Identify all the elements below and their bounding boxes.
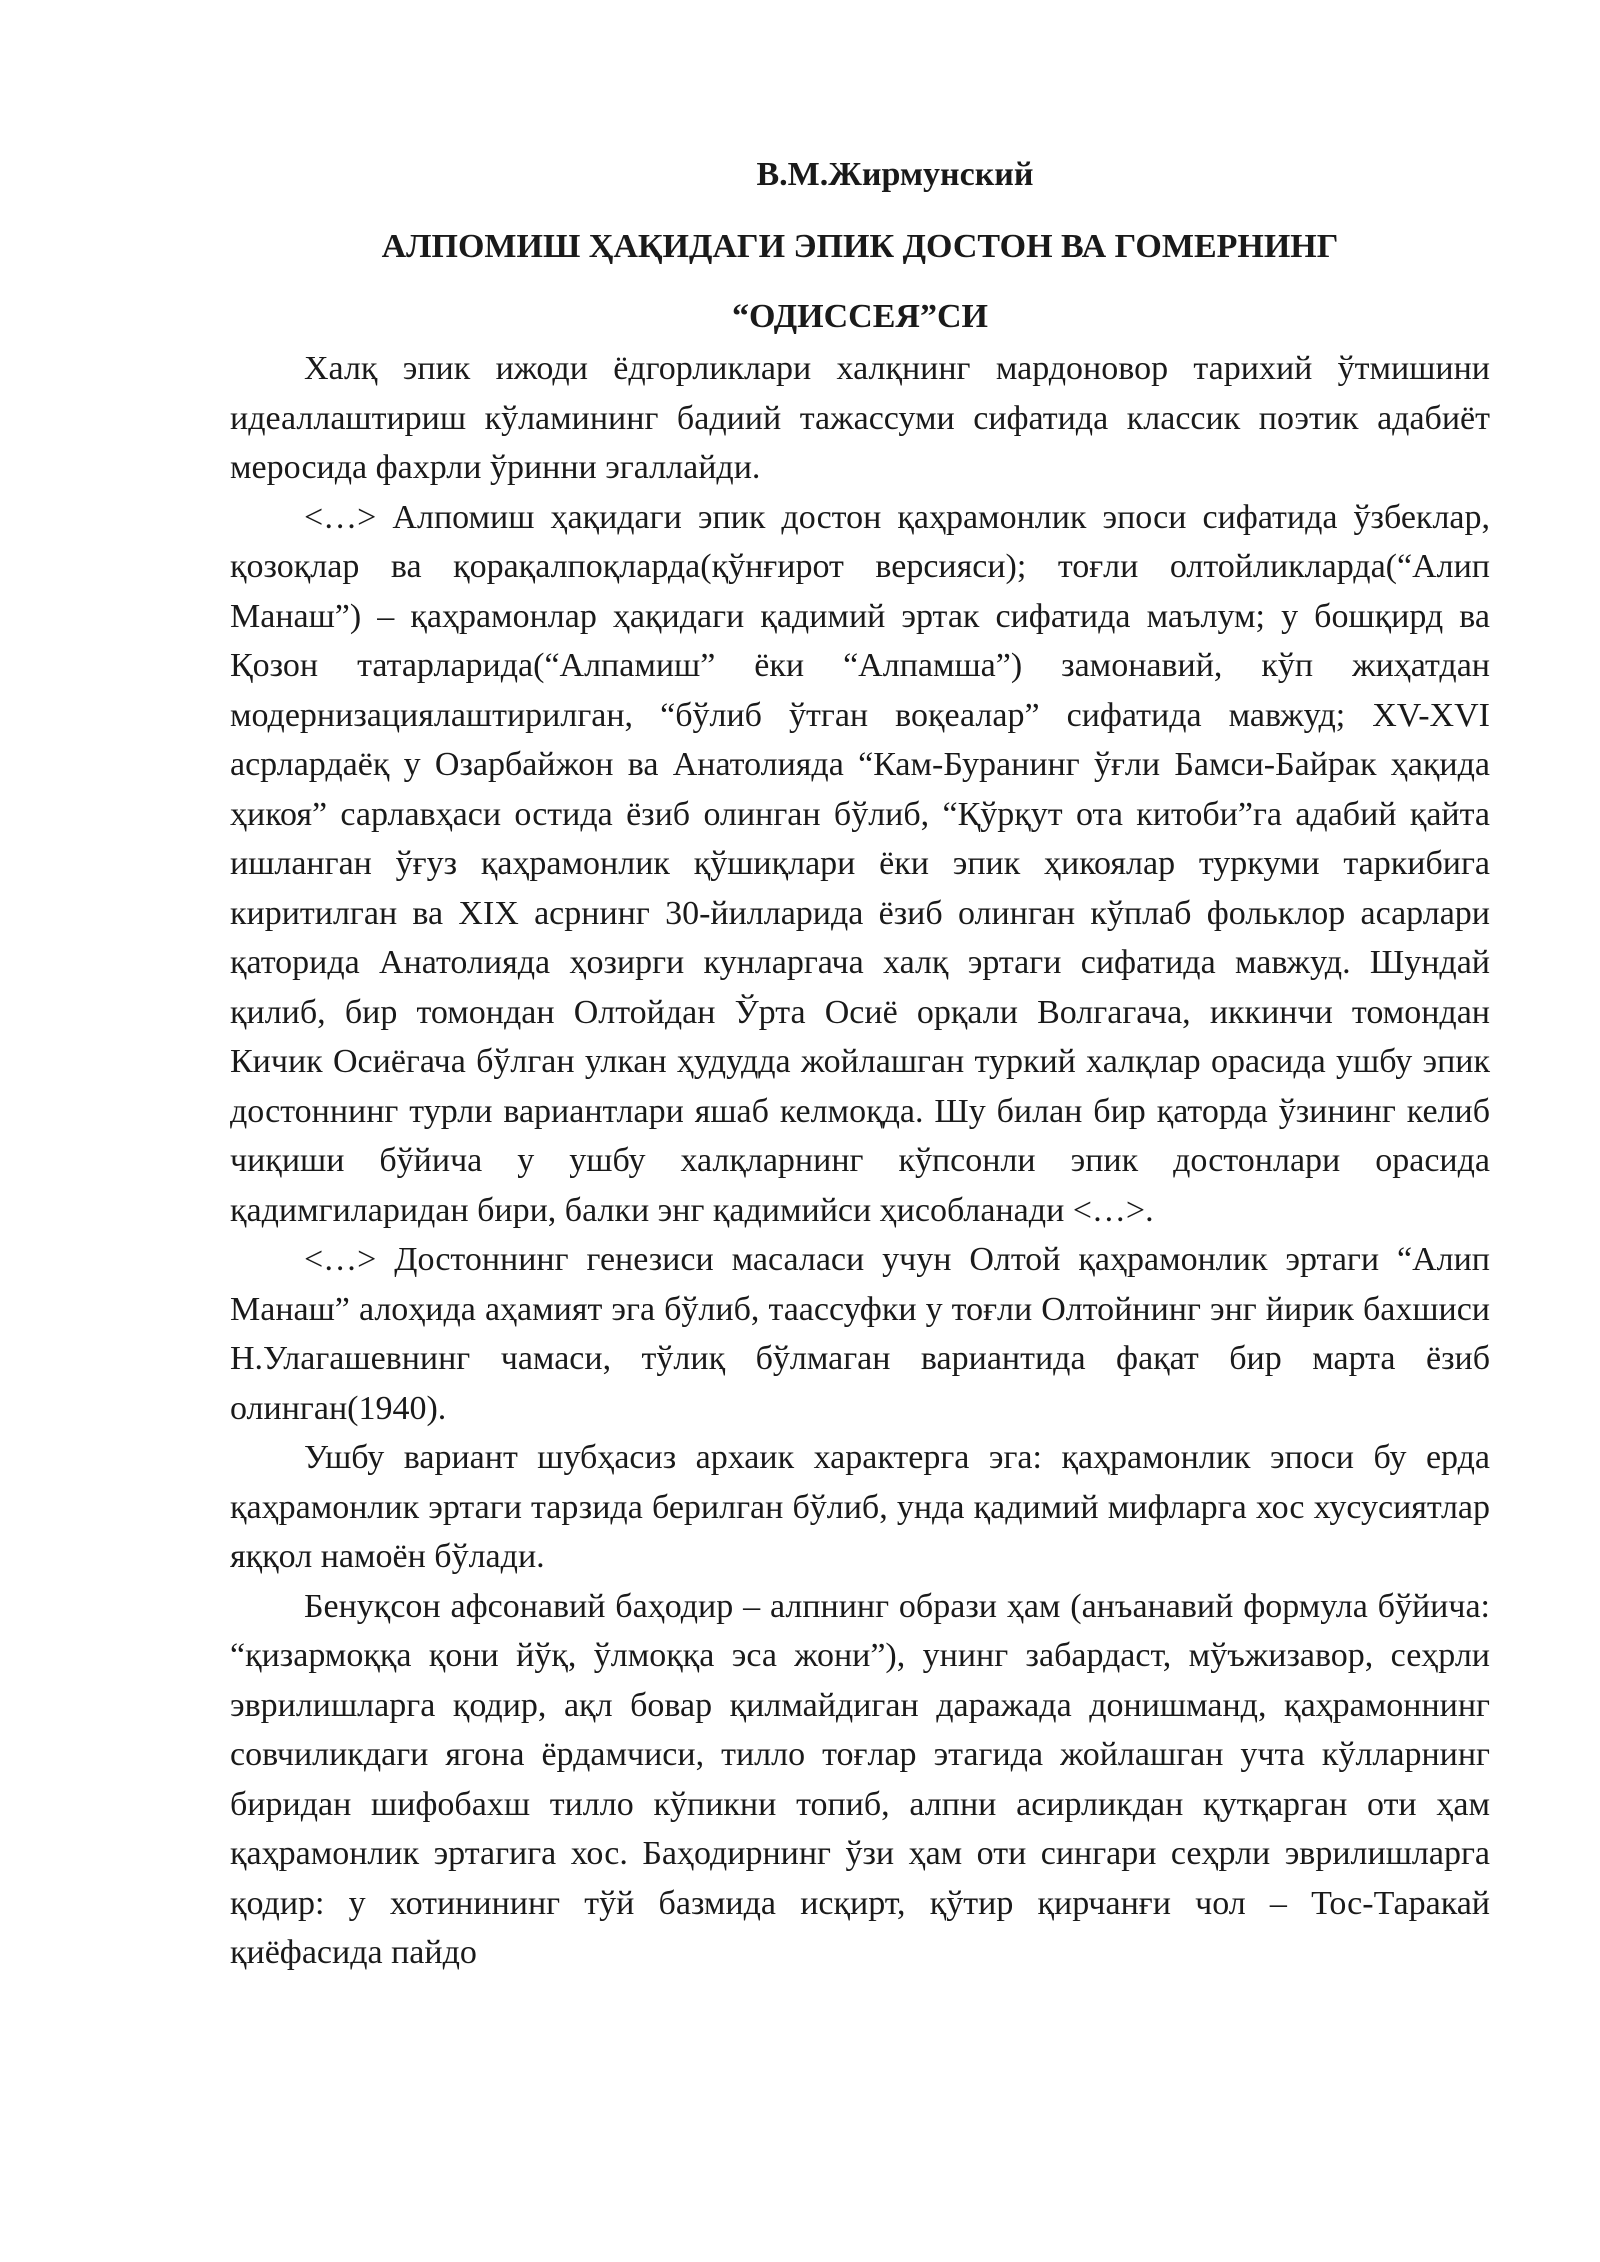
document-title	[230, 212, 1490, 352]
title-line-1: АЛПОМИШ ҲАҚИДАГИ ЭПИК ДОСТОН ВА ГОМЕРНИНГ	[381, 228, 1339, 265]
paragraph: <…> Алпомиш ҳақидаги эпик достон қаҳрамонлик эпоси сифатида ўзбеклар, қозоқлар ва қорақалпоқларда(қўнғирот версияси); тоғли олтойликларда(“Алип Манаш”) – қаҳрамонлар ҳақидаги қадимий эртак сифатида маълум; у бошқирд ва Қозон татарларида(“Алпамиш” ёки “Алпамша”) замонавий, кўп жиҳатдан модернизациялаштирилган, “бўлиб ўтган воқеалар” сифатида мавжуд; XV-XVI асрлардаёқ у Озарбайжон ва Анатолияда “Кам-Буранинг ўғли Бамси-Байрак ҳақида ҳикоя” сарлавҳаси остида ёзиб олинган бўлиб, “Қўрқут ота китоби”га адабий қайта ишланган ўғуз қаҳрамонлик қўшиқлари ёки эпик ҳикоялар туркуми таркибига киритилган ва XIX асрнинг 30-йилларида ёзиб олинган кўплаб фольклор асарлари қаторида Анатолияда ҳозирги кунларгача халқ эртаги сифатида мавжуд. Шундай қилиб, бир томондан Олтойдан Ўрта Осиё орқали Волгагача, иккинчи томондан Кичик Осиёгача бўлган улкан ҳудудда жойлашган туркий халқлар орасида ушбу эпик достоннинг турли вариантлари яшаб келмоқда. Шу билан бир қаторда ўзининг келиб чиқиши бўйича у ушбу халқларнинг кўпсонли эпик достонлари орасида қадимгиларидан бири, балки энг қадимийси ҳисобланади <…>.	[230, 498, 1490, 1229]
title-line-2: “ОДИССЕЯ”СИ	[732, 298, 988, 335]
author-name: В.М.Жирмунский	[756, 156, 1034, 193]
paragraph: Ушбу вариант шубҳасиз архаик характерга эга: қаҳрамонлик эпоси бу ерда қаҳрамонлик эртаги тарзида берилган бўлиб, унда қадимий мифларга хос хусусиятлар яққол намоён бўлади.	[230, 1439, 1490, 1575]
paragraph: Халқ эпик ижоди ёдгорликлари халқнинг мардоновор тарихий ўтмишини идеаллаштириш кўламининг бадиий тажассуми сифатида классик поэтик адабиёт меросида фахрли ўринни эгаллайди.	[230, 350, 1490, 486]
body-text	[230, 344, 1490, 1978]
paragraph: Бенуқсон афсонавий баҳодир – алпнинг образи ҳам (анъанавий формула бўйича: “қизармоққа қони йўқ, ўлмоққа эса жони”), унинг забардаст, мўъжизавор, сеҳрли эврилишларга қодир, ақл бовар қилмайдиган даражада донишманд, қаҳрамоннинг совчиликдаги ягона ёрдамчиси, тилло тоғлар этагида жойлашган учта кўлларнинг биридан шифобахш тилло кўпикни топиб, алпни асирликдан қутқарган оти ҳам қаҳрамонлик эртагига хос. Баҳодирнинг ўзи ҳам оти сингари сеҳрли эврилишларга қодир: у хотинининг тўй базмида исқирт, қўтир қирчанғи чол – Тос-Таракай қиёфасида пайдо	[230, 1587, 1490, 1971]
paragraph: <…> Достоннинг генезиси масаласи учун Олтой қаҳрамонлик эртаги “Алип Манаш” алоҳида аҳамият эга бўлиб, таассуфки у тоғли Олтойнинг энг йирик бахшиси Н.Улагашевнинг чамаси, тўлиқ бўлмаган вариантида фақат бир марта ёзиб олинган(1940).	[230, 1241, 1490, 1427]
